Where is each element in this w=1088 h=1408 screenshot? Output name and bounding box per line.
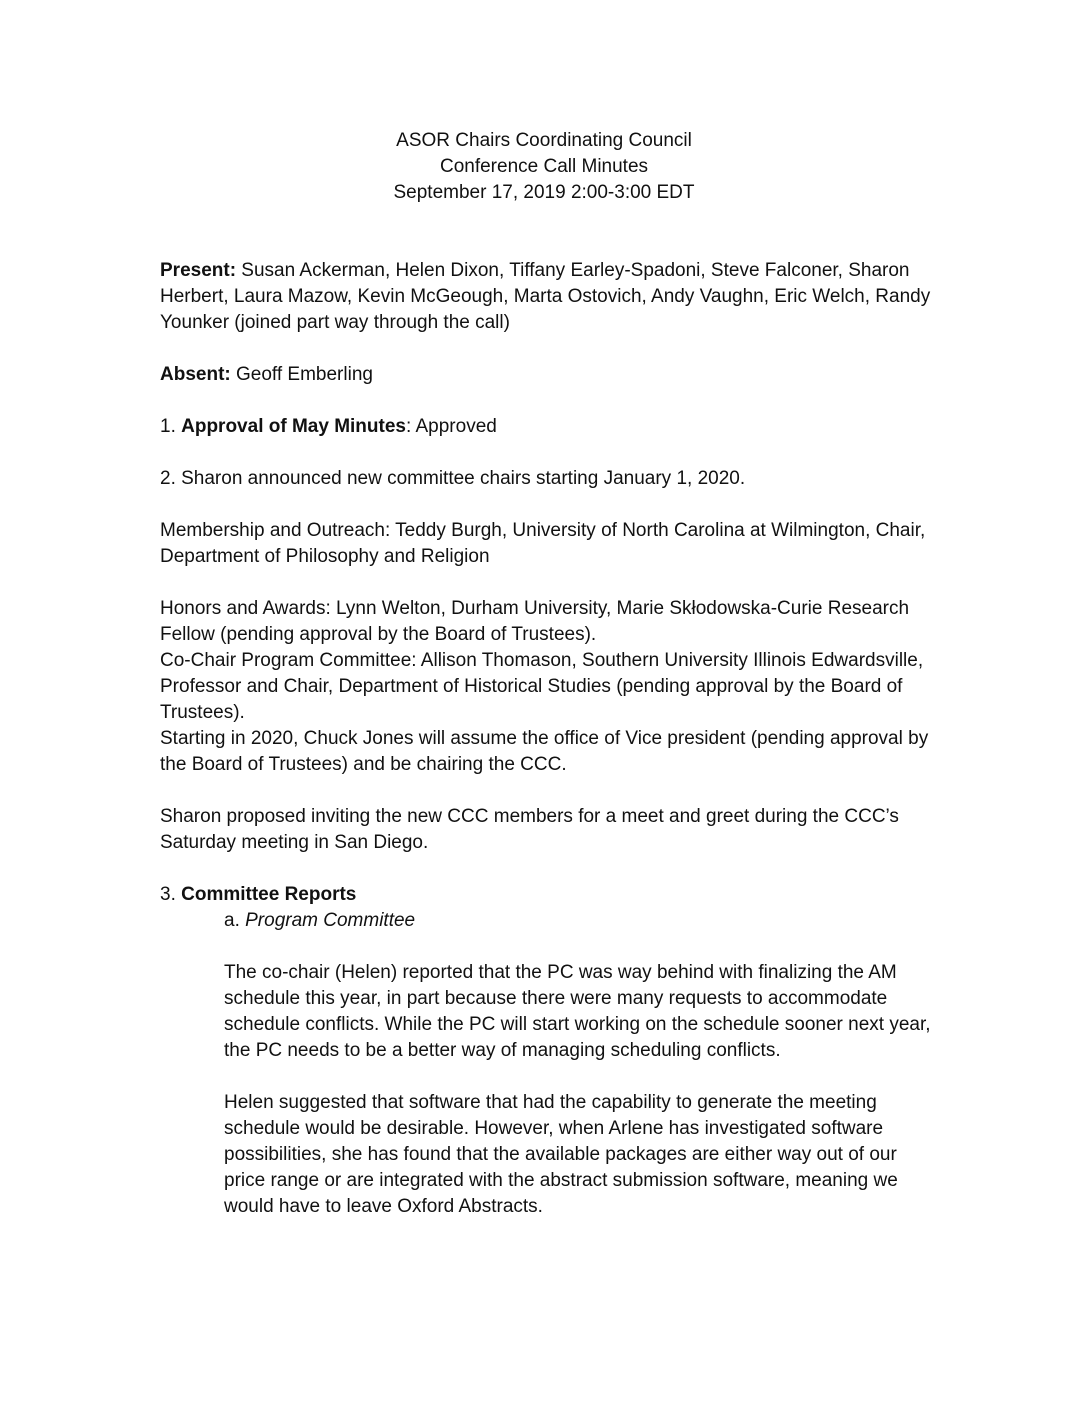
present-label: Present: <box>160 260 237 281</box>
item-1-text: : Approved <box>405 416 497 437</box>
present-names: Susan Ackerman, Helen Dixon, Tiffany Earley-Spadoni, Steve Falconer, Sharon Herbert, Laura Mazow, Kevin McGeough, Marta Ostovich, Andy Vaughn, Eric Welch, Randy Younker (joined part way through the call) <box>160 260 931 333</box>
vice-president-paragraph: Starting in 2020, Chuck Jones will assume the office of Vice president (pending approval by the Board of Trustees) and be chairing the CCC. <box>160 728 929 775</box>
item-3-number: 3. <box>160 884 182 905</box>
program-committee-prefix: a. <box>224 910 246 931</box>
cochair-paragraph: Co-Chair Program Committee: Allison Thomason, Southern University Illinois Edwardsville, Professor and Chair, Department of Historical Studies (pending approval by the Board of Trustees). <box>160 650 924 723</box>
minutes-body <box>160 128 940 1220</box>
absent-names: Geoff Emberling <box>230 364 373 385</box>
header-organization: ASOR Chairs Coordinating Council <box>396 130 692 151</box>
honors-chair-paragraph: Honors and Awards: Lynn Welton, Durham University, Marie Skłodowska-Curie Research Fellow (pending approval by the Board of Trustees). <box>160 598 910 645</box>
item-2-paragraph: 2. Sharon announced new committee chairs starting January 1, 2020. <box>160 468 746 489</box>
membership-chair-paragraph: Membership and Outreach: Teddy Burgh, University of North Carolina at Wilmington, Chair, Department of Philosophy and Religion <box>160 520 926 567</box>
item-3-label: Committee Reports <box>181 884 357 905</box>
header-title: Conference Call Minutes <box>439 156 649 177</box>
present-paragraph <box>160 258 940 336</box>
program-committee-heading <box>224 908 940 934</box>
item-1-label: Approval of May Minutes <box>181 416 406 437</box>
proposal-paragraph: Sharon proposed inviting the new CCC members for a meet and greet during the CCC’s Saturday meeting in San Diego. <box>160 806 899 853</box>
program-committee-paragraph-2: Helen suggested that software that had the capability to generate the meeting schedule would be desirable. However, when Arlene has investigated software possibilities, she has found that the available packages are either way out of our price range or are integrated with the abstract submission software, meaning we would have to leave Oxford Abstracts. <box>224 1092 898 1217</box>
item-1-number: 1. <box>160 416 182 437</box>
item-1-paragraph <box>160 414 940 440</box>
program-committee-label: Program Committee <box>245 910 416 931</box>
item-3-heading <box>160 882 940 908</box>
program-committee-paragraph-1: The co-chair (Helen) reported that the PC was way behind with finalizing the AM schedule this year, in part because there were many requests to accommodate schedule conflicts. While the PC will start working on the schedule sooner next year, the PC needs to be a better way of managing scheduling conflicts. <box>224 962 931 1061</box>
absent-label: Absent: <box>160 364 231 385</box>
document-header <box>0 128 1088 206</box>
absent-paragraph <box>160 362 940 388</box>
header-date: September 17, 2019 2:00-3:00 EDT <box>393 182 695 203</box>
